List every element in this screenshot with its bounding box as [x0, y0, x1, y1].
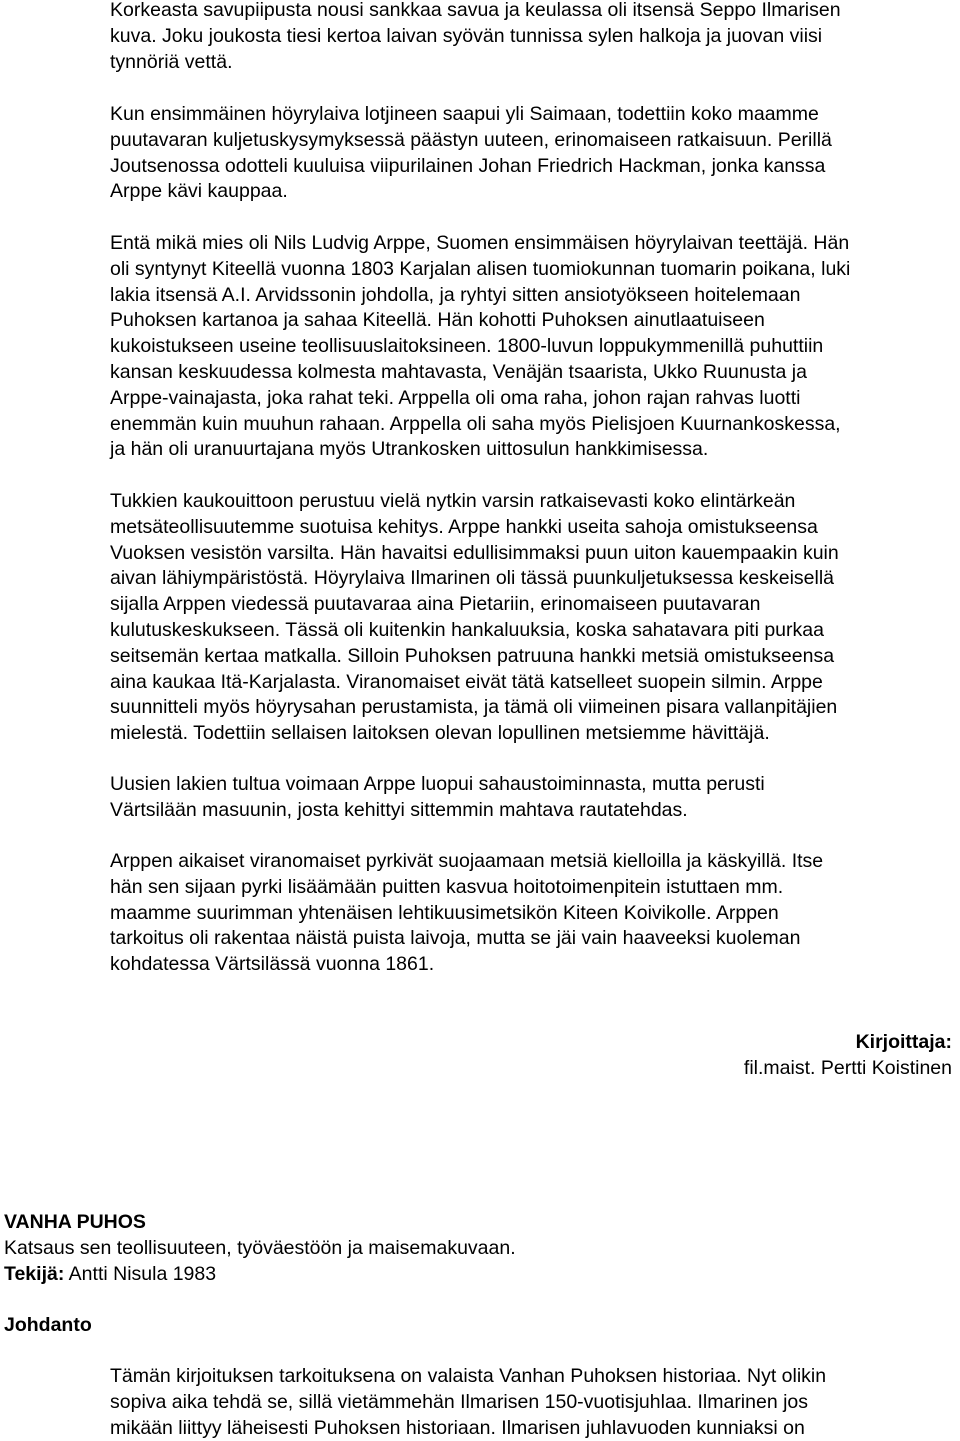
- paragraph-first-steamship: Kun ensimmäinen höyrylaiva lotjineen saapui yli Saimaan, todettiin koko maamme puutavaran kuljetuskysymyksessä päästyn uuteen, erinomaiseen ratkaisuun. Perillä Joutsenossa odotteli kuuluisa viipurilainen Johan Friedrich Hackman, jonka kanssa Arppe kävi kauppaa.: [110, 103, 832, 203]
- document-author: [4, 1262, 216, 1288]
- author-value: Antti Nisula 1983: [64, 1263, 217, 1285]
- paragraph-smokestack: Korkeasta savupiipusta nousi sankkaa savua ja keulassa oli itsensä Seppo Ilmarisen kuva. Joku joukosta tiesi kertoa laivan syövän tunnissa sylen halkoja ja juovan viisi tynnöriä vettä.: [110, 0, 841, 73]
- document-subtitle: Katsaus sen teollisuuteen, työväestöön ja maisemakuvaan.: [4, 1237, 516, 1259]
- paragraph-forest-protection: Arppen aikaiset viranomaiset pyrkivät suojaamaan metsiä kielloilla ja käskyillä. Itse hän sen sijaan pyrki lisäämään puitten kasvua hoitotoimenpitein istuttaen mm. maamme suurimman yhtenäisen lehtikuusimetsikön Kiteen Koivikolle. Arppen tarkoitus oli rakentaa näistä puista laivoja, mutta se jäi vain haaveeksi kuoleman kohdatessa Värtsilässä vuonna 1861.: [110, 850, 824, 976]
- paragraph-new-laws: Uusien lakien tultua voimaan Arppe luopui sahaustoiminnasta, mutta perusti Värtsilään masuunin, josta kehittyi sittemmin mahtava rautatehdas.: [110, 773, 765, 821]
- author-label: Tekijä:: [4, 1263, 65, 1285]
- paragraph-log-floating: Tukkien kaukouittoon perustuu vielä nytkin varsin ratkaisevasti koko elintärkeän metsäteollisuutemme suotuisa kehitys. Arppe hankki useita sahoja omistukseensa Vuoksen vesistön varsilta. Hän havaitsi edullisimmaksi puun uiton kauempaakin kuin aivan lähiympäristöstä. Höyrylaiva Ilmarinen oli tässä puunkuljetuksessa keskeisellä sijalla Arppen viedessä puutavaraa aina Pietariin, erinomaiseen puutavaran kulutuskeskukseen. Tässä oli kuitenkin hankaluuksia, koska sahatavara piti purkaa seitsemän kertaa matkalla. Silloin Puhoksen patruuna hankki metsiä omistukseensa aina kaukaa Itä-Karjalasta. Viranomaiset eivät tätä katselleet suopein silmin. Arppe suunnitteli myös höyrysahan perustamista, ja tämä oli viimeinen pisara vallanpitäjien mielestä. Todettiin sellaisen laitoksen olevan lopullinen metsiemme hävittäjä.: [110, 490, 839, 745]
- document-title: VANHA PUHOS: [4, 1211, 146, 1233]
- paragraph-introduction: Tämän kirjoituksen tarkoituksena on valaista Vanhan Puhoksen historiaa. Nyt olikin sopiva aika tehdä se, sillä vietämmehän Ilmarisen 150-vuotisjuhlaa. Ilmarinen jos mikään liittyy läheisesti Puhoksen historiaan. Ilmarisen juhlavuoden kunniaksi on: [110, 1365, 827, 1439]
- signature-label: Kirjoittaja:: [855, 1031, 952, 1053]
- signature-name: fil.maist. Pertti Koistinen: [743, 1057, 952, 1079]
- section-heading: Johdanto: [4, 1314, 92, 1336]
- paragraph-nils-ludvig-arppe: Entä mikä mies oli Nils Ludvig Arppe, Suomen ensimmäisen höyrylaivan teettäjä. Hän oli syntynyt Kiteellä vuonna 1803 Karjalan alisen tuomiokunnan tuomarin poikana, luki lakia itsensä A.I. Arvidssonin johdolla, ja ryhtyi sitten ansiotyökseen hoitelemaan Puhoksen kartanoa ja sahaa Kiteellä. Hän kohotti Puhoksen ainutlaatuiseen kukoistukseen useine teollisuuslaitoksineen. 1800-luvun loppukymmenillä puhuttiin kansan keskuudessa kolmesta mahtavasta, Venäjän tsaarista, Ukko Ruunusta ja Arppe-vainajasta, joka rahat teki. Arppella oli oma raha, johon rajan rahvas luotti enemmän kuin muuhun rahaan. Arppella oli saha myös Pielisjoen Kuurnankoskessa, ja hän oli uranuurtajana myös Utrankosken uittosulun hankkimisessa.: [110, 232, 851, 461]
